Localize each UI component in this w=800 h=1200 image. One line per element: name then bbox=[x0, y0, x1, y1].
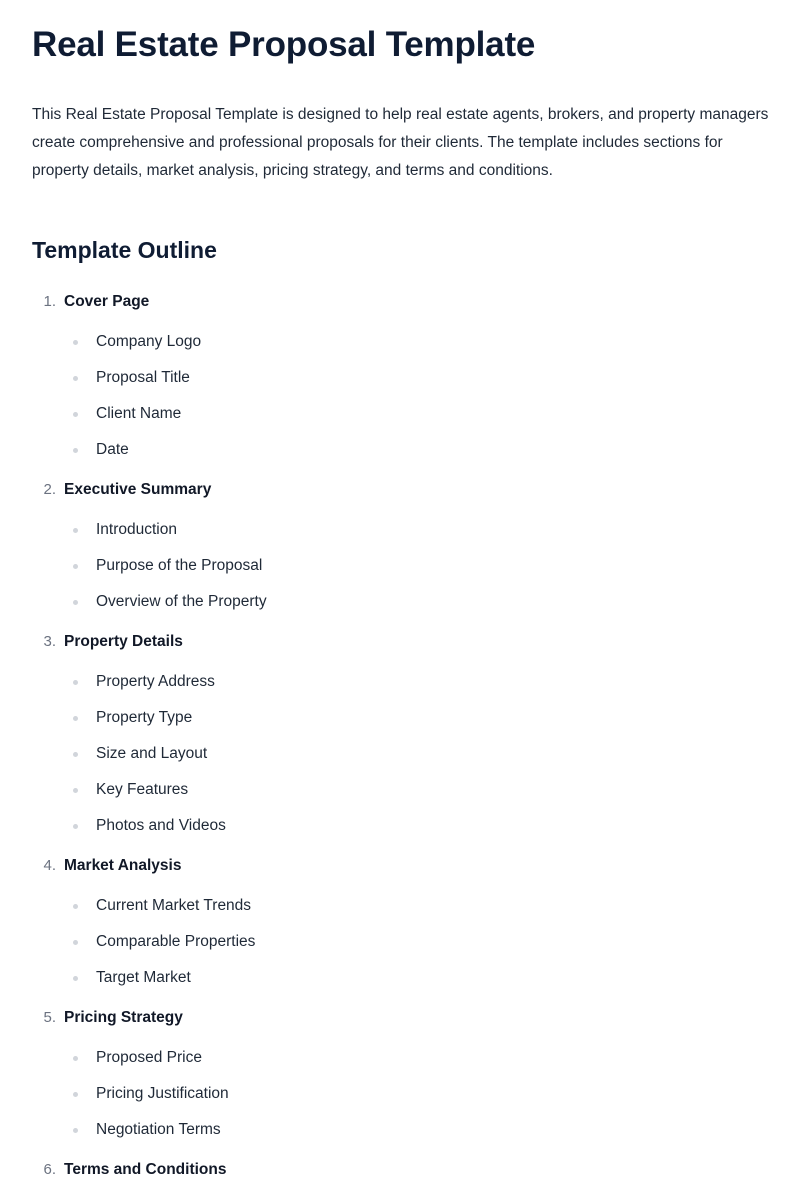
list-item bbox=[32, 516, 768, 544]
outline-subitem-list bbox=[32, 1044, 768, 1144]
list-item bbox=[32, 552, 768, 580]
bullet-icon bbox=[73, 412, 78, 417]
list-item-label: Comparable Properties bbox=[96, 933, 256, 950]
list-item-label: Property Address bbox=[96, 673, 215, 690]
outline-subitem-list bbox=[32, 668, 768, 840]
outline-section-header bbox=[32, 1156, 768, 1184]
outline-section-number: 5. bbox=[43, 1009, 56, 1026]
list-item-label: Purpose of the Proposal bbox=[96, 557, 263, 574]
list-item-label: Key Features bbox=[96, 781, 189, 798]
outline-heading: Template Outline bbox=[32, 237, 217, 263]
list-item bbox=[32, 400, 768, 428]
bullet-icon bbox=[73, 448, 78, 453]
list-item-label: Current Market Trends bbox=[96, 897, 252, 914]
outline-subitem-list bbox=[32, 516, 768, 616]
outline-section-title: Cover Page bbox=[64, 293, 150, 310]
outline-section-header bbox=[32, 628, 768, 656]
list-item-label: Date bbox=[96, 441, 129, 458]
outline-section-number: 6. bbox=[43, 1161, 56, 1178]
list-item bbox=[32, 1116, 768, 1144]
outline-section-title: Market Analysis bbox=[64, 857, 182, 874]
bullet-icon bbox=[73, 752, 78, 757]
list-item-label: Photos and Videos bbox=[96, 817, 226, 834]
list-item bbox=[32, 588, 768, 616]
list-item-label: Introduction bbox=[96, 521, 177, 538]
list-item bbox=[32, 740, 768, 768]
bullet-icon bbox=[73, 788, 78, 793]
outline-subitem-list bbox=[32, 892, 768, 992]
bullet-icon bbox=[73, 824, 78, 829]
list-item bbox=[32, 668, 768, 696]
outline-section-header bbox=[32, 476, 768, 504]
bullet-icon bbox=[73, 1128, 78, 1133]
outline-section bbox=[32, 852, 768, 992]
list-item bbox=[32, 704, 768, 732]
bullet-icon bbox=[73, 528, 78, 533]
list-item bbox=[32, 928, 768, 956]
list-item-label: Property Type bbox=[96, 709, 193, 726]
page-title: Real Estate Proposal Template bbox=[32, 25, 536, 64]
outline-section bbox=[32, 476, 768, 616]
bullet-icon bbox=[73, 1056, 78, 1061]
list-item bbox=[32, 364, 768, 392]
bullet-icon bbox=[73, 1092, 78, 1097]
list-item bbox=[32, 1044, 768, 1072]
list-item bbox=[32, 892, 768, 920]
intro-paragraph: This Real Estate Proposal Template is designed to help real estate agents, brokers, and property managers create comprehensive and professional proposals for their clients. The template includes sections for property details, market analysis, pricing strategy, and terms and conditions. bbox=[32, 106, 769, 179]
outline-section-header bbox=[32, 852, 768, 880]
outline-section-number: 3. bbox=[43, 633, 56, 650]
list-item-label: Proposal Title bbox=[96, 369, 190, 386]
outline-section-number: 2. bbox=[43, 481, 56, 498]
outline-section-number: 4. bbox=[43, 857, 56, 874]
bullet-icon bbox=[73, 976, 78, 981]
outline-section bbox=[32, 1156, 768, 1184]
outline-section bbox=[32, 628, 768, 840]
bullet-icon bbox=[73, 600, 78, 605]
list-item-label: Client Name bbox=[96, 405, 182, 422]
outline-section-title: Property Details bbox=[64, 633, 183, 650]
outline-section-title: Terms and Conditions bbox=[64, 1161, 227, 1178]
list-item-label: Company Logo bbox=[96, 333, 202, 350]
outline-section bbox=[32, 1004, 768, 1144]
bullet-icon bbox=[73, 904, 78, 909]
list-item-label: Target Market bbox=[96, 969, 191, 986]
outline-subitem-list bbox=[32, 328, 768, 464]
list-item bbox=[32, 776, 768, 804]
list-item bbox=[32, 1080, 768, 1108]
bullet-icon bbox=[73, 680, 78, 685]
list-item bbox=[32, 328, 768, 356]
bullet-icon bbox=[73, 376, 78, 381]
bullet-icon bbox=[73, 564, 78, 569]
list-item-label: Overview of the Property bbox=[96, 593, 267, 610]
outline-section bbox=[32, 288, 768, 464]
outline-section-title: Pricing Strategy bbox=[64, 1009, 183, 1026]
outline-section-header bbox=[32, 288, 768, 316]
list-item bbox=[32, 812, 768, 840]
outline-section-title: Executive Summary bbox=[64, 481, 212, 498]
list-item bbox=[32, 964, 768, 992]
list-item-label: Negotiation Terms bbox=[96, 1121, 221, 1138]
outline-list bbox=[32, 288, 768, 1184]
bullet-icon bbox=[73, 940, 78, 945]
bullet-icon bbox=[73, 340, 78, 345]
list-item-label: Pricing Justification bbox=[96, 1085, 229, 1102]
list-item bbox=[32, 436, 768, 464]
outline-section-header bbox=[32, 1004, 768, 1032]
bullet-icon bbox=[73, 716, 78, 721]
list-item-label: Proposed Price bbox=[96, 1049, 202, 1066]
list-item-label: Size and Layout bbox=[96, 745, 208, 762]
outline-section-number: 1. bbox=[43, 293, 56, 310]
